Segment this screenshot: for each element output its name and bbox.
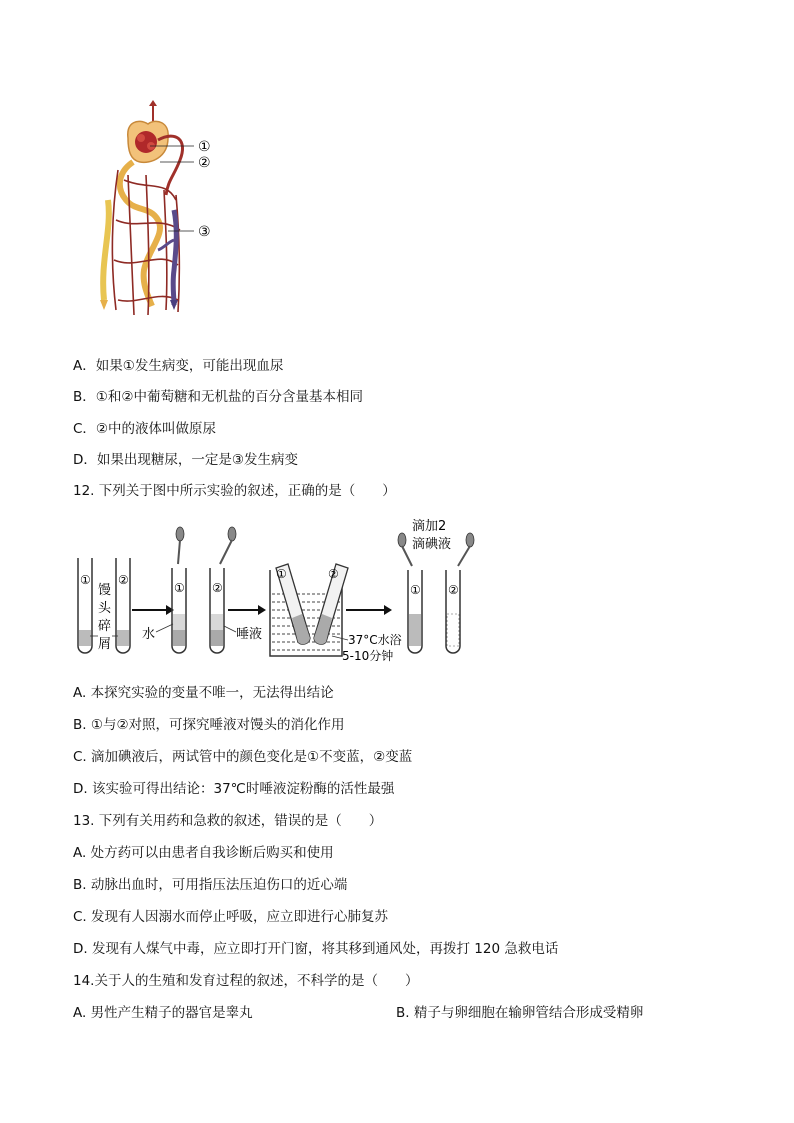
nephron-label-2: ② bbox=[198, 155, 211, 171]
q14-option-a: A. 男性产生精子的器官是睾丸 bbox=[73, 1005, 253, 1021]
arrow-3-head bbox=[384, 605, 392, 615]
saliva-leader bbox=[224, 626, 236, 632]
arrow-1-head bbox=[166, 605, 174, 615]
collecting-duct bbox=[103, 200, 109, 300]
dropper-4 bbox=[458, 533, 474, 566]
digestion-experiment-figure bbox=[70, 518, 490, 664]
q13-option-d: D. 发现有人煤气中毒，应立即打开门窗，将其移到通风处，再拨打 120 急救电话 bbox=[73, 941, 559, 957]
initial-tube-2-label: ② bbox=[118, 573, 129, 587]
q12-stem: 12. 下列关于图中所示实验的叙述，正确的是（ ） bbox=[73, 483, 396, 499]
q14-stem: 14.关于人的生殖和发育过程的叙述，不科学的是（ ） bbox=[73, 973, 419, 989]
bath-tube-1-label: ① bbox=[276, 567, 287, 581]
saliva-tube-2 bbox=[210, 568, 224, 653]
water-bath-beaker bbox=[270, 564, 348, 656]
initial-tube-1-label: ① bbox=[80, 573, 91, 587]
dropper-1 bbox=[176, 527, 184, 564]
vein-outflow-arrow bbox=[170, 300, 178, 310]
final-tube-2-label: ② bbox=[448, 583, 459, 597]
water-label: 水 bbox=[142, 627, 156, 642]
bread-label-3: 碎 bbox=[98, 619, 112, 634]
q11-option-d: D．如果出现糖尿，一定是③发生病变 bbox=[73, 452, 298, 468]
bread-label-4: 屑 bbox=[98, 637, 112, 652]
q12-option-d: D. 该实验可得出结论：37℃时唾液淀粉酶的活性最强 bbox=[73, 781, 395, 797]
bath-tube-2-label: ② bbox=[328, 567, 339, 581]
glomerulus-detail bbox=[137, 134, 145, 142]
final-tube-1 bbox=[408, 570, 422, 653]
dropper-2 bbox=[220, 527, 236, 564]
q12-option-b: B. ①与②对照，可探究唾液对馒头的消化作用 bbox=[73, 717, 345, 733]
arrow-2-head bbox=[258, 605, 266, 615]
saliva-tube-2-label: ② bbox=[212, 581, 223, 595]
bread-label-2: 头 bbox=[98, 601, 112, 616]
nephron-label-1: ① bbox=[198, 139, 211, 155]
final-tube-1-label: ① bbox=[410, 583, 421, 597]
initial-tube-1 bbox=[78, 558, 92, 653]
urine-outflow-arrow bbox=[100, 300, 108, 310]
q13-option-b: B. 动脉出血时，可用指压法压迫伤口的近心端 bbox=[73, 877, 348, 893]
q12-option-a: A. 本探究实验的变量不唯一，无法得出结论 bbox=[73, 685, 334, 701]
bath-label-1: 37°C水浴 bbox=[348, 633, 402, 647]
water-tube-1-label: ① bbox=[174, 581, 185, 595]
q11-option-b: B．①和②中葡萄糖和无机盐的百分含量基本相同 bbox=[73, 389, 363, 405]
nephron-label-3: ③ bbox=[198, 224, 211, 240]
saliva-label: 唾液 bbox=[236, 627, 263, 642]
glomerulus bbox=[135, 131, 157, 153]
iodine-label-2: 滴碘液 bbox=[412, 537, 452, 552]
q13-option-a: A. 处方药可以由患者自我诊断后购买和使用 bbox=[73, 845, 334, 861]
q11-option-c: C．②中的液体叫做原尿 bbox=[73, 421, 217, 437]
q13-stem: 13. 下列有关用药和急救的叙述，错误的是（ ） bbox=[73, 813, 383, 829]
q11-option-a: A．如果①发生病变，可能出现血尿 bbox=[73, 358, 284, 374]
bath-leader bbox=[332, 636, 348, 640]
iodine-label-1: 滴加2 bbox=[412, 519, 447, 534]
vein bbox=[173, 210, 176, 305]
water-tube-1 bbox=[172, 568, 186, 653]
nephron-figure bbox=[88, 100, 228, 318]
water-leader bbox=[156, 624, 173, 632]
q13-option-c: C. 发现有人因溺水而停止呼吸，应立即进行心肺复苏 bbox=[73, 909, 389, 925]
afferent-arrowhead bbox=[149, 100, 157, 106]
bath-label-2: 5-10分钟 bbox=[342, 649, 394, 663]
initial-tube-2 bbox=[116, 558, 130, 653]
final-tube-2 bbox=[446, 570, 460, 653]
bread-label-1: 馒 bbox=[98, 583, 112, 598]
q12-option-c: C. 滴加碘液后，两试管中的颜色变化是①不变蓝，②变蓝 bbox=[73, 749, 413, 765]
q14-option-b: B. 精子与卵细胞在输卵管结合形成受精卵 bbox=[396, 1005, 644, 1021]
dropper-3 bbox=[398, 533, 412, 566]
